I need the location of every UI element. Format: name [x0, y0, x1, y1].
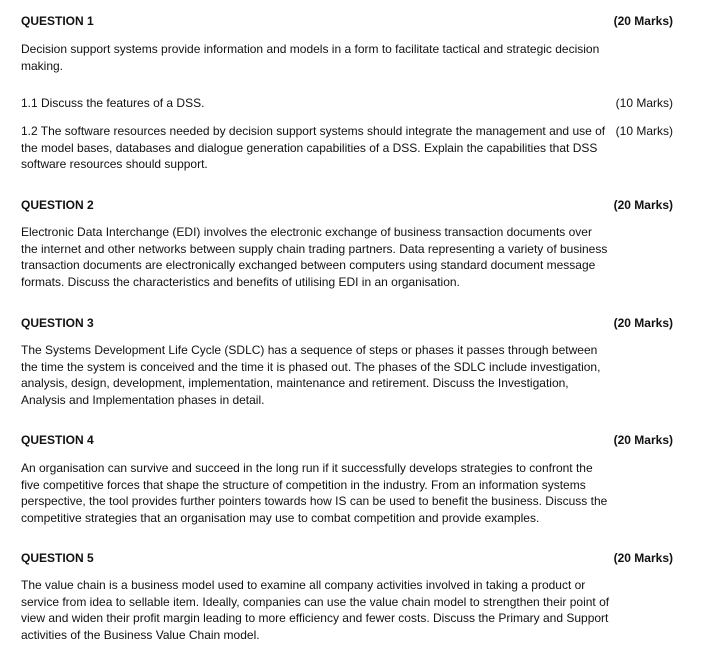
question-5-title: QUESTION 5 — [21, 551, 94, 565]
subquestion-1-1 — [21, 95, 673, 112]
subquestion-1-2-marks: (10 Marks) — [615, 124, 673, 138]
question-1-header — [21, 13, 673, 29]
question-2-title: QUESTION 2 — [21, 198, 94, 212]
question-1-title: QUESTION 1 — [21, 14, 94, 28]
question-4-header — [21, 432, 673, 448]
question-2-marks: (20 Marks) — [613, 198, 673, 212]
question-3-title: QUESTION 3 — [21, 316, 94, 330]
question-4-body: An organisation can survive and succeed in the long run if it successfully develops strategies to confront the five competitive forces that shape the structure of competition in the industry. From an information systems perspective, the tool provides further pointers towards how IS can be used to benefit the business. Discuss the competitive strategies that an organisation may use to combat competition and provide examples. — [21, 461, 608, 525]
question-2-header — [21, 197, 673, 213]
question-5-body: The value chain is a business model used to examine all company activities involved in taking a product or service from idea to sellable item. Ideally, companies can use the value chain model to strengthen their point of view and widen their profit margin leading to more efficiency and fewer costs. Discuss the Primary and Support activities of the Business Value Chain model. — [21, 578, 610, 642]
subquestion-1-2 — [21, 123, 673, 173]
subquestion-1-2-text: 1.2 The software resources needed by decision support systems should integrate the management and use of the model bases, databases and dialogue generation capabilities of a DSS. Explain the capabilities that DSS software resources should support. — [21, 124, 606, 171]
question-4-marks: (20 Marks) — [613, 433, 673, 447]
question-4-title: QUESTION 4 — [21, 433, 94, 447]
question-3-header — [21, 315, 673, 331]
subquestion-1-1-marks: (10 Marks) — [615, 96, 673, 110]
subquestion-1-1-text: 1.1 Discuss the features of a DSS. — [21, 96, 205, 110]
question-1-marks: (20 Marks) — [613, 14, 673, 28]
question-3-marks: (20 Marks) — [613, 316, 673, 330]
question-2-body: Electronic Data Interchange (EDI) involves the electronic exchange of business transaction documents over the internet and other networks between supply chain trading partners. Data representing a variety of business transaction documents are electronically exchanged between computers using standard document message formats. Discuss the characteristics and benefits of utilising EDI in an organisation. — [21, 225, 608, 289]
question-1-intro: Decision support systems provide information and models in a form to facilitate tactical and strategic decision making. — [21, 42, 600, 73]
question-3-body: The Systems Development Life Cycle (SDLC) has a sequence of steps or phases it passes through between the time the system is conceived and the time it is phased out. The phases of the SDLC include investigation, analysis, design, development, implementation, maintenance and retirement. Discuss the Investigation, Analysis and Implementation phases in detail. — [21, 343, 601, 407]
question-5-marks: (20 Marks) — [613, 551, 673, 565]
question-5-header — [21, 550, 673, 566]
